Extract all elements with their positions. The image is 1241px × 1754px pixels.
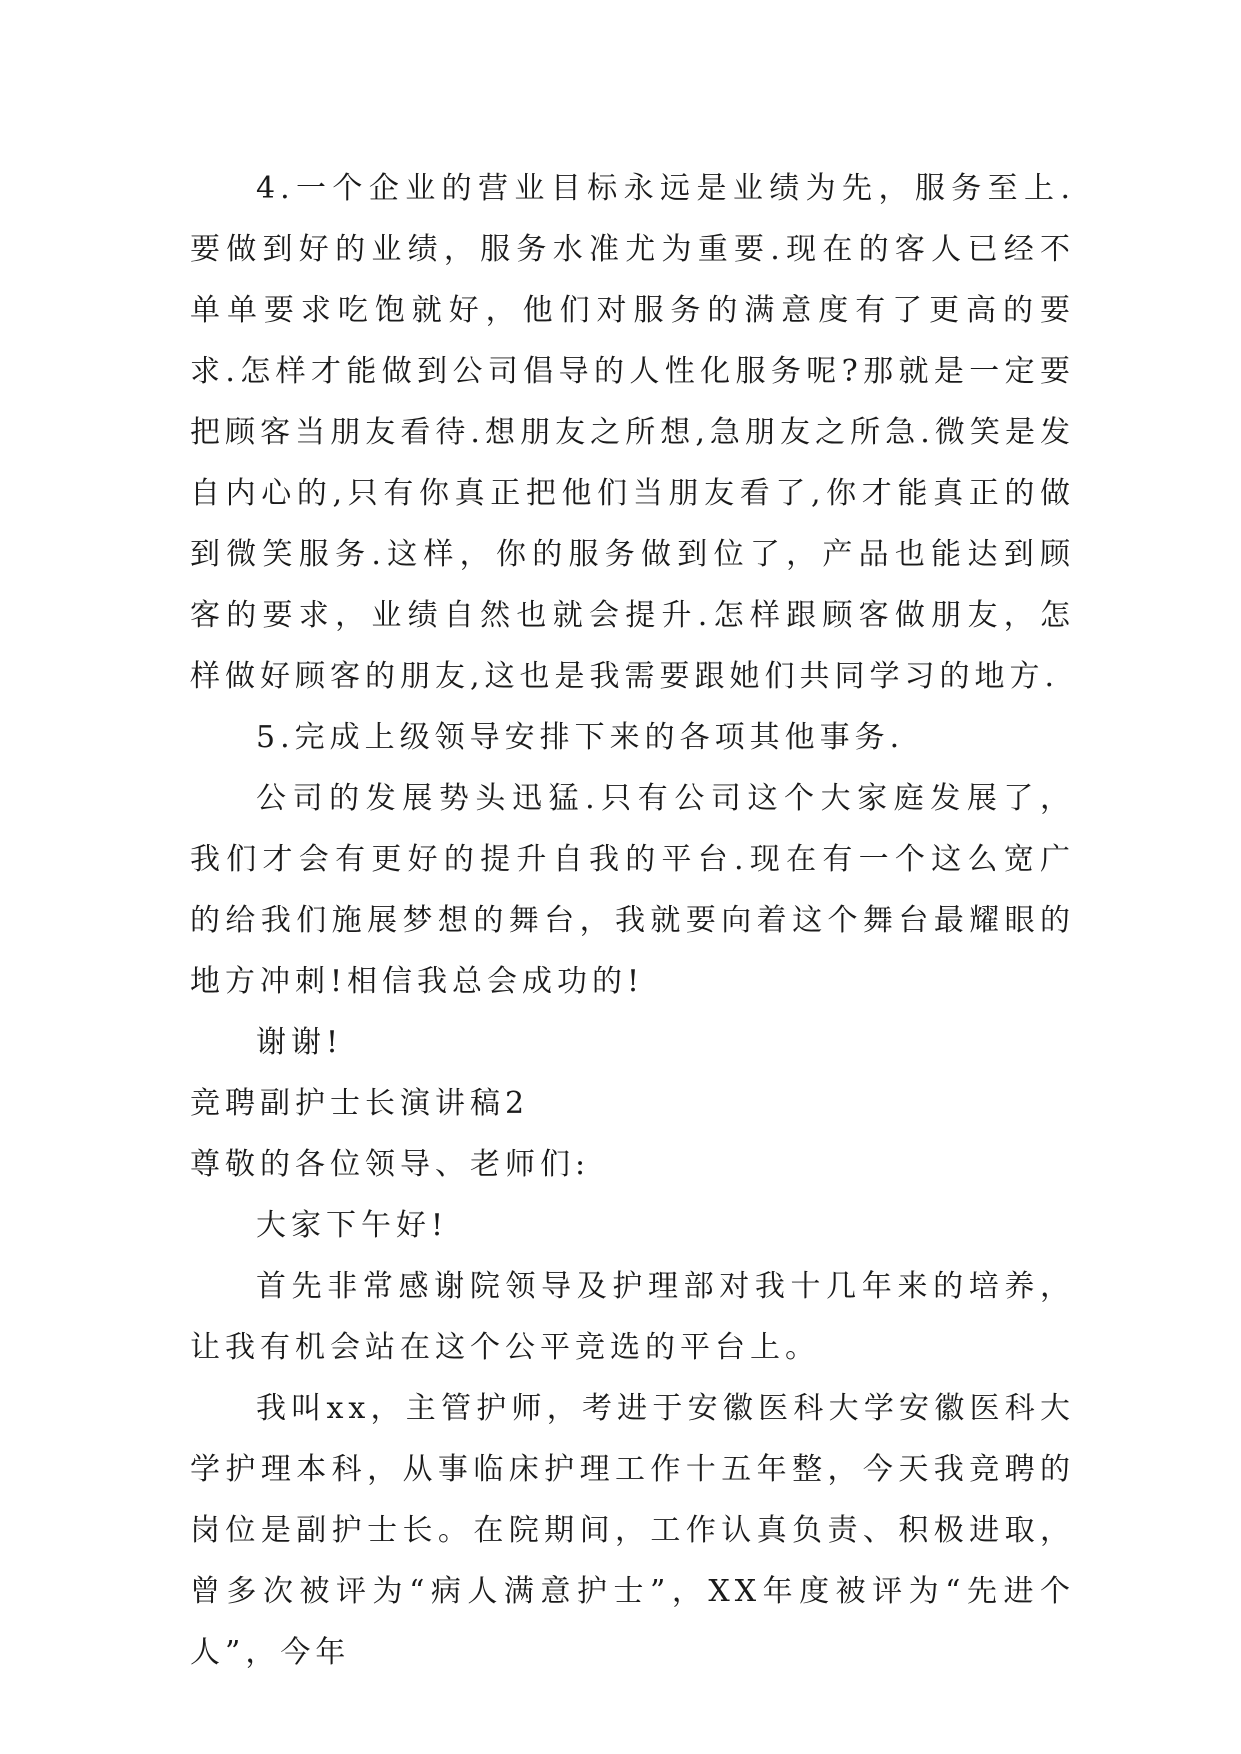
paragraph-gratitude: 首先非常感谢院领导及护理部对我十几年来的培养，让我有机会站在这个公平竞选的平台上。 bbox=[190, 1269, 1075, 1365]
section-heading: 竞聘副护士长演讲稿2 bbox=[190, 1086, 530, 1121]
paragraph-service-goals: 4.一个企业的营业目标永远是业绩为先，服务至上.要做到好的业绩，服务水准尤为重要.现在的客人已经不单单要求吃饱就好，他们对服务的满意度有了更高的要求.怎样才能做到公司倡导的人性化服务呢?那就是一定要把顾客当朋友看待.想朋友之所想,急朋友之所急.微笑是发自内心的,只有你真正把他们当朋友看了,你才能真正的做到微笑服务.这样，你的服务做到位了，产品也能达到顾客的要求，业绩自然也就会提升.怎样跟顾客做朋友，怎样做好顾客的朋友,这也是我需要跟她们共同学习的地方. bbox=[190, 171, 1075, 694]
paragraph-company-development: 公司的发展势头迅猛.只有公司这个大家庭发展了，我们才会有更好的提升自我的平台.现在有一个这么宽广的给我们施展梦想的舞台，我就要向着这个舞台最耀眼的地方冲刺!相信我总会成功的! bbox=[190, 781, 1075, 999]
greeting: 大家下午好! bbox=[256, 1208, 449, 1243]
document-page bbox=[190, 158, 1075, 1683]
paragraph-self-introduction: 我叫xx，主管护师，考进于安徽医科大学安徽医科大学护理本科，从事临床护理工作十五年整，今天我竞聘的岗位是副护士长。在院期间，工作认真负责、积极进取，曾多次被评为“病人满意护士”，XX年度被评为“先进个人”，今年 bbox=[190, 1391, 1075, 1670]
paragraph-thanks: 谢谢! bbox=[256, 1025, 344, 1060]
paragraph-other-tasks: 5.完成上级领导安排下来的各项其他事务. bbox=[256, 720, 905, 755]
salutation: 尊敬的各位领导、老师们: bbox=[190, 1147, 591, 1182]
